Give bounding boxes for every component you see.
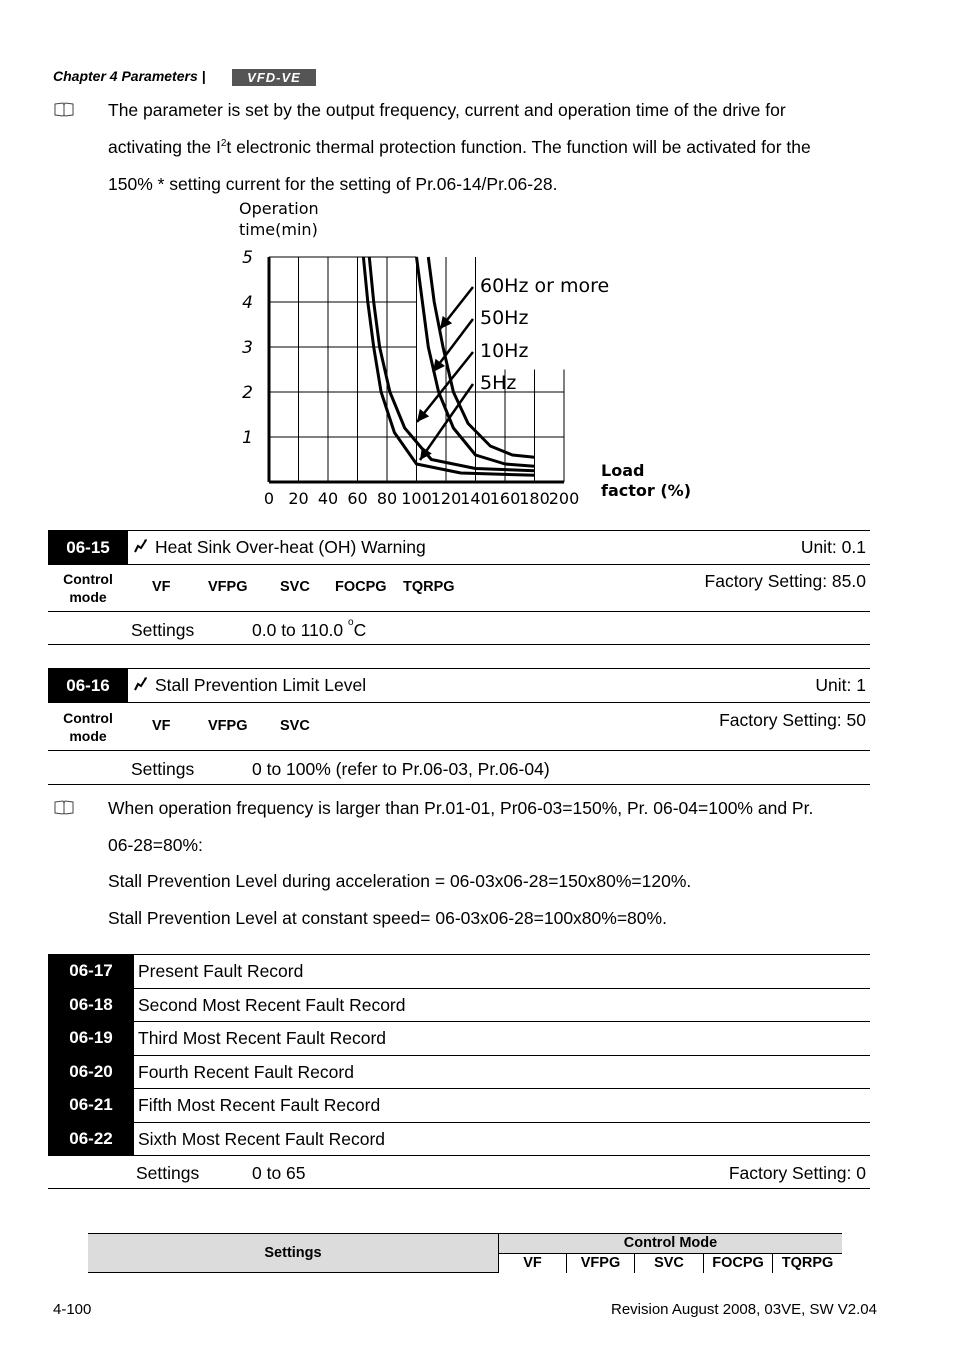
fault-title: Second Most Recent Fault Record bbox=[138, 994, 406, 1015]
x-tick-label: 140 bbox=[460, 489, 491, 508]
intro-line-2: activating the $I^2t$ electronic thermal protection function. The function will be activated for the bbox=[108, 137, 811, 157]
fault-title: Third Most Recent Fault Record bbox=[138, 1028, 387, 1048]
mode-header-vf: VF bbox=[499, 1254, 567, 1273]
fault-code: 06-21 bbox=[48, 1089, 134, 1122]
page-number: 4-100 bbox=[53, 1301, 92, 1318]
factory-setting-fault: Factory Setting: 0 bbox=[728, 1163, 866, 1183]
fault-code: 06-20 bbox=[48, 1056, 134, 1089]
mode-vf: VF bbox=[152, 718, 171, 734]
x-axis-label: Load bbox=[601, 461, 645, 480]
intro-line-1: The parameter is set by the output frequency, current and operation time of the drive for bbox=[108, 100, 786, 120]
book-icon bbox=[54, 102, 74, 117]
mode-vfpg: VFPG bbox=[208, 579, 248, 595]
settings-header: Settings bbox=[264, 1245, 322, 1261]
param-unit-06-15: Unit: 0.1 bbox=[800, 537, 866, 557]
fault-code: 06-19 bbox=[48, 1022, 134, 1055]
mode-svc: SVC bbox=[280, 579, 310, 595]
chart-labels bbox=[239, 199, 691, 508]
factory-setting-06-16: Factory Setting: 50 bbox=[719, 710, 866, 730]
x-tick-label: 40 bbox=[317, 489, 339, 508]
x-tick-label: 0 bbox=[263, 489, 275, 508]
arrow-head-1 bbox=[433, 359, 445, 372]
series-label-1: 50Hz bbox=[480, 307, 529, 329]
x-tick-label: 80 bbox=[376, 489, 398, 508]
control-mode-label: Control mode bbox=[63, 710, 113, 744]
product-logo: VFD-VE bbox=[232, 69, 316, 86]
intro-line-3: 150% * setting current for the setting of Pr.06-14/Pr.06-28. bbox=[108, 174, 558, 194]
fault-title: Present Fault Record bbox=[138, 961, 304, 981]
mode-header-tqrpg: TQRPG bbox=[781, 1255, 834, 1271]
settings-label: Settings bbox=[131, 620, 195, 640]
control-mode-label: Control mode bbox=[63, 571, 113, 605]
mode-vf: VF bbox=[152, 579, 171, 595]
mode-header-svc: SVC bbox=[635, 1254, 704, 1273]
control-mode-table bbox=[88, 1233, 842, 1273]
settings-value-fault: 0 to 65 bbox=[252, 1163, 306, 1183]
x-tick-label: 20 bbox=[288, 489, 309, 508]
mode-header-vfpg: VFPG bbox=[567, 1254, 635, 1273]
x-tick-label: 160 bbox=[489, 489, 521, 508]
settings-label: Settings bbox=[131, 759, 195, 779]
series-label-2: 10Hz bbox=[480, 340, 529, 362]
param-title-06-16: Stall Prevention Limit Level bbox=[155, 675, 367, 695]
param-title-06-15: Heat Sink Over-heat (OH) Warning bbox=[155, 537, 426, 557]
mode-tqrpg: TQRPG bbox=[403, 579, 455, 595]
mode-header-focpg: FOCPG bbox=[704, 1254, 773, 1273]
series-label-3: 5Hz bbox=[480, 372, 517, 394]
x-tick-label: 200 bbox=[548, 489, 580, 508]
fault-code: 06-18 bbox=[48, 989, 134, 1022]
y-tick-label: 3 bbox=[242, 338, 253, 358]
fault-code: 06-22 bbox=[48, 1123, 134, 1156]
revision-text: Revision August 2008, 03VE, SW V2.04 bbox=[611, 1301, 877, 1318]
y-tick-label: 1 bbox=[242, 428, 253, 448]
settings-value-06-16: 0 to 100% (refer to Pr.06-03, Pr.06-04) bbox=[252, 759, 550, 779]
fault-code: 06-17 bbox=[48, 955, 134, 988]
settings-value-06-15: 0.0 to 110.0 $^o$C bbox=[252, 617, 367, 640]
x-axis-label: factor (%) bbox=[601, 481, 691, 500]
chapter-title bbox=[53, 68, 206, 84]
x-tick-label: 60 bbox=[347, 489, 368, 508]
fault-title: Fifth Most Recent Fault Record bbox=[138, 1095, 381, 1115]
note-line-4: Stall Prevention Level at constant speed= 06-03x06-28=100x80%=80%. bbox=[108, 908, 667, 928]
y-tick-label: 4 bbox=[242, 293, 253, 313]
x-tick-label: 180 bbox=[519, 489, 550, 508]
param-unit-06-16: Unit: 1 bbox=[815, 675, 866, 695]
mode-focpg: FOCPG bbox=[335, 579, 387, 595]
x-tick-label: 120 bbox=[430, 489, 462, 508]
book-icon bbox=[54, 800, 74, 815]
factory-setting-06-15: Factory Setting: 85.0 bbox=[704, 571, 866, 591]
pen-icon bbox=[133, 676, 149, 697]
y-tick-label: 2 bbox=[242, 383, 253, 403]
chapter-label: Chapter 4 Parameters bbox=[53, 68, 198, 84]
fault-title: Sixth Most Recent Fault Record bbox=[138, 1128, 386, 1149]
mode-vfpg: VFPG bbox=[208, 718, 248, 734]
note-line-3: Stall Prevention Level during acceleration = 06-03x06-28=150x80%=120%. bbox=[108, 871, 692, 891]
x-tick-label: 100 bbox=[401, 489, 432, 508]
param-code-06-16: 06-16 bbox=[48, 669, 128, 702]
thermal-chart bbox=[230, 195, 710, 515]
header-separator: | bbox=[201, 68, 206, 84]
mode-svc: SVC bbox=[280, 718, 310, 734]
param-code-06-15: 06-15 bbox=[48, 531, 128, 564]
y-axis-label: time(min) bbox=[239, 220, 318, 239]
control-mode-header: Control Mode bbox=[623, 1235, 718, 1251]
pen-icon bbox=[133, 538, 149, 559]
series-label-0: 60Hz or more bbox=[480, 275, 610, 297]
y-tick-label: 5 bbox=[242, 248, 253, 268]
note-line-1: When operation frequency is larger than Pr.01-01, Pr06-03=150%, Pr. 06-04=100% and Pr. bbox=[108, 798, 814, 818]
note-line-2: 06-28=80%: bbox=[108, 835, 203, 855]
y-axis-label: Operation bbox=[239, 199, 319, 218]
settings-label: Settings bbox=[136, 1163, 200, 1183]
fault-title: Fourth Recent Fault Record bbox=[138, 1061, 354, 1082]
